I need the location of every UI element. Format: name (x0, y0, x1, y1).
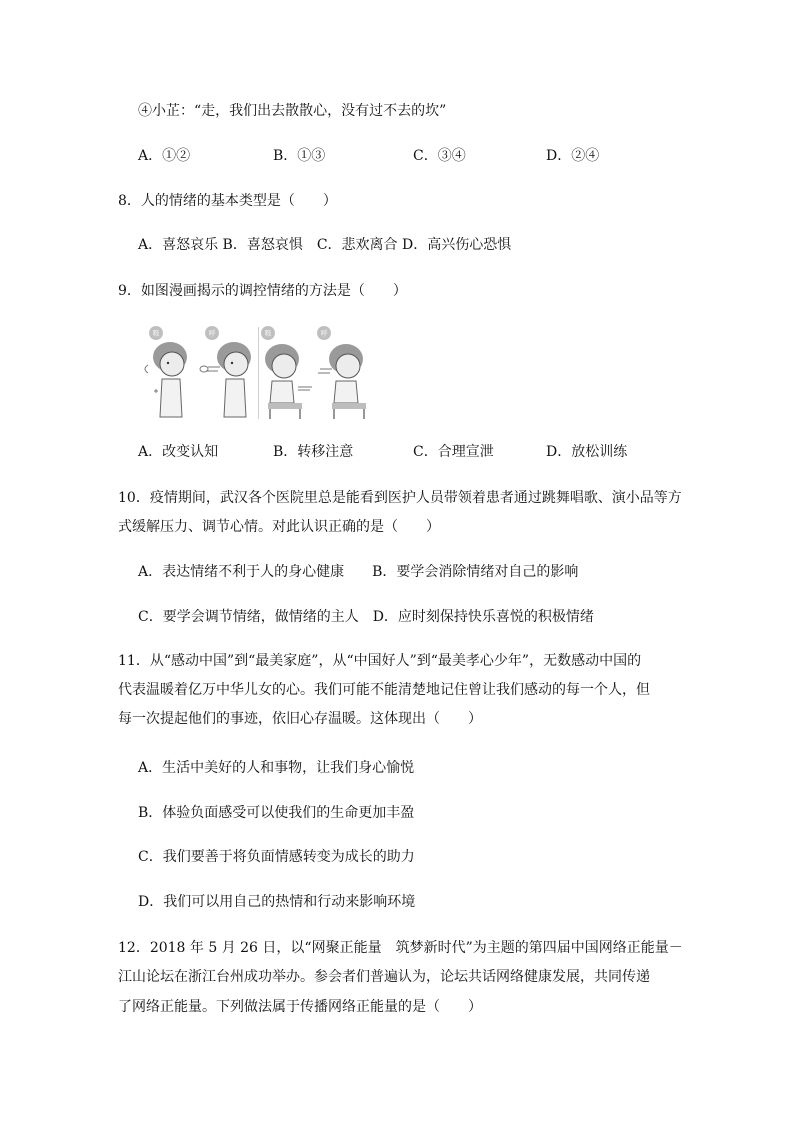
scene-label-1: 吸 (152, 329, 160, 338)
q9-option-b[interactable]: B．转移注意 (273, 444, 354, 460)
q10-stem-line-1: 10．疫情期间，武汉各个医院里总是能看到医护人员带领着患者通过跳舞唱歌、演小品等方 (118, 490, 682, 506)
scene-inhale-standing (145, 326, 187, 417)
q7-option-b[interactable]: B．①③ (273, 148, 326, 164)
scene-label-4: 呼 (320, 329, 328, 338)
q7-option-d[interactable]: D．②④ (546, 148, 600, 164)
q11-option-c[interactable]: C．我们要善于将负面情感转变为成长的助力 (138, 849, 415, 865)
q11-option-d[interactable]: D．我们可以用自己的热情和行动来影响环境 (138, 894, 416, 910)
scene-label-2: 呼 (208, 329, 216, 338)
scene-exhale-standing (200, 326, 251, 417)
q11-option-a[interactable]: A．生活中美好的人和事物，让我们身心愉悦 (138, 760, 415, 776)
q8-options[interactable]: A．喜怒哀乐 B．喜怒哀惧 C．悲欢离合 D．高兴伤心恐惧 (138, 237, 512, 253)
q11-stem-line-3: 每一次提起他们的事迹，依旧心存温暖。这体现出（ ） (118, 711, 482, 727)
scene-inhale-sitting (258, 326, 312, 419)
q9-stem: 9．如图漫画揭示的调控情绪的方法是（ ） (118, 283, 407, 299)
q11-stem-line-2: 代表温暖着亿万中华儿女的心。我们可能不能清楚地记住曾让我们感动的每一个人，但 (118, 682, 650, 698)
scene-exhale-sitting (317, 326, 366, 419)
q10-stem-line-2: 式缓解压力、调节心情。对此认识正确的是（ ） (118, 519, 440, 535)
q10-options-ab[interactable]: A．表达情绪不利于人的身心健康 B．要学会消除情绪对自己的影响 (138, 564, 579, 580)
q9-option-c[interactable]: C．合理宣泄 (413, 444, 494, 460)
q12-stem-line-1: 12．2018 年 5 月 26 日，以“网聚正能量 筑梦新时代”为主题的第四届中国网络正能量－ (118, 940, 683, 956)
q7-option-item-4: ④小芷：“走，我们出去散散心，没有过不去的坎” (138, 103, 447, 119)
q9-option-a[interactable]: A．改变认知 (138, 444, 219, 460)
q7-option-c[interactable]: C．③④ (413, 148, 466, 164)
scene-label-3: 吸 (264, 329, 272, 338)
q9-option-d[interactable]: D．放松训练 (546, 444, 628, 460)
breathing-cartoon-figure (134, 325, 370, 420)
q12-stem-line-2: 江山论坛在浙江台州成功举办。参会者们普遍认为，论坛共话网络健康发展，共同传递 (118, 969, 650, 985)
q7-option-a[interactable]: A．①② (138, 148, 191, 164)
q10-options-cd[interactable]: C．要学会调节情绪，做情绪的主人 D．应时刻保持快乐喜悦的积极情绪 (138, 609, 594, 625)
q11-stem-line-1: 11．从“感动中国”到“最美家庭”，从“中国好人”到“最美孝心少年”，无数感动中国的 (118, 653, 642, 669)
q8-stem: 8．人的情绪的基本类型是（ ） (118, 193, 337, 209)
q11-option-b[interactable]: B．体验负面感受可以使我们的生命更加丰盈 (138, 805, 415, 821)
q12-stem-line-3: 了网络正能量。下列做法属于传播网络正能量的是（ ） (118, 999, 482, 1015)
